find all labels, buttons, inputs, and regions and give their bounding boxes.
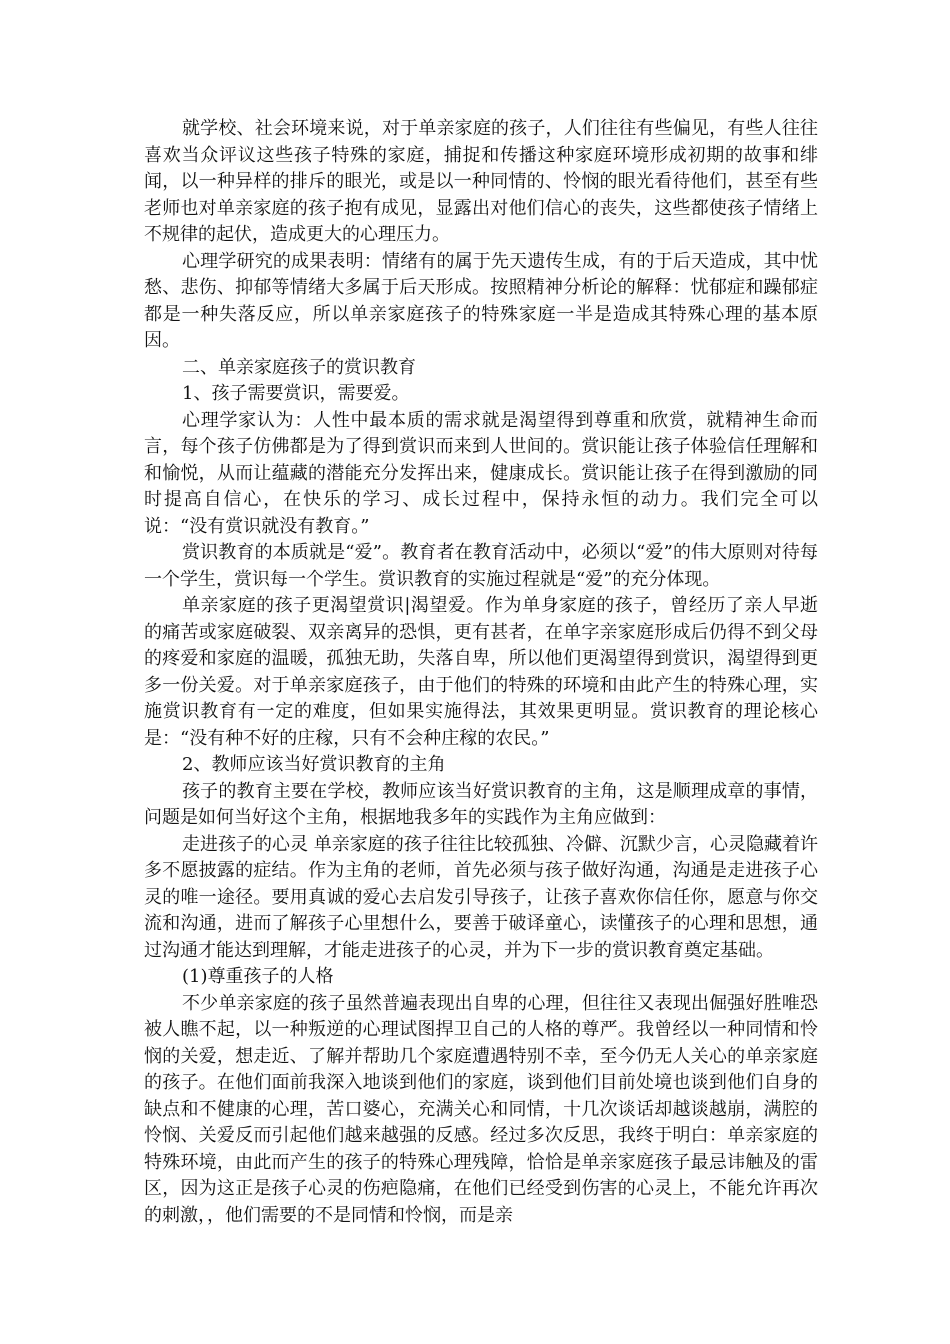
paragraph-enter-child-heart: 走进孩子的心灵 单亲家庭的孩子往往比较孤独、冷僻、沉默少言，心灵隐藏着许多不愿披露的症结。作为主角的老师，首先必须与孩子做好沟通，沟通是走进孩子心灵的唯一途径。要用真诚的爱心去启发引导孩子，让孩子喜欢你信任你，愿意与你交流和沟通，进而了解孩子心里想什么，要善于破译童心，读懂孩子的心理和思想，通过沟通才能达到理解，才能走进孩子的心灵，并为下一步的赏识教育奠定基础。 [144,833,818,961]
subheading-respect-personality: (1)尊重孩子的人格 [182,966,334,987]
subheading-teachers-lead-role: 2、教师应该当好赏识教育的主角 [182,754,446,775]
paragraph-essence-is-love: 赏识教育的本质就是“爱”。教育者在教育活动中，必须以“爱”的伟大原则对待每一个学生，赏识每一个学生。赏识教育的实施过程就是“爱”的充分体现。 [144,542,818,590]
paragraph-school-environment: 就学校、社会环境来说，对于单亲家庭的孩子，人们往往有些偏见，有些人往往喜欢当众评议这些孩子特殊的家庭，捕捉和传播这种家庭环境形成初期的故事和绯闻，以一种异样的排斥的眼光，或是以一种同情的、怜悯的眼光看待他们，甚至有些老师也对单亲家庭的孩子抱有成见，显露出对他们信心的丧失，这些都使孩子情绪上不规律的起伏，造成更大的心理压力。 [144,118,818,245]
paragraph-psychology-research: 心理学研究的成果表明：情绪有的属于先天遗传生成，有的于后天造成，其中忧愁、悲伤、抑郁等情绪大多属于后天形成。按照精神分析论的解释：忧郁症和躁郁症都是一种失落反应，所以单亲家庭孩子的特殊家庭一半是造成其特殊心理的基本原因。 [144,250,818,351]
paragraph-self-esteem-experience: 不少单亲家庭的孩子虽然普遍表现出自卑的心理，但往往又表现出倔强好胜唯恐被人瞧不起，以一种叛逆的心理试图捍卫自己的人格的尊严。我曾经以一种同情和怜悯的关爱，想走近、了解并帮助几个家庭遭遇特别不幸，至今仍无人关心的单亲家庭的孩子。在他们面前我深入地谈到他们的家庭，谈到他们目前处境也谈到他们自身的缺点和不健康的心理，苦口婆心，充满关心和同情，十几次谈话却越谈越崩，满腔的怜悯、关爱反而引起他们越来越强的反感。经过多次反思，我终于明白：单亲家庭的特殊环境，由此而产生的孩子的特殊心理残障，恰恰是单亲家庭孩子最忌讳触及的雷区，因为这正是孩子心灵的伤疤隐痛，在他们已经受到伤害的心灵上，不能允许再次的刺激，，他们需要的不是同情和怜悯，而是亲 [144,992,818,1226]
paragraph-education-in-school: 孩子的教育主要在学校，教师应该当好赏识教育的主角，这是顺理成章的事情，问题是如何当好这个主角，根据地我多年的实践作为主角应做到： [144,780,818,828]
subheading-children-need-appreciation: 1、孩子需要赏识，需要爱。 [182,383,410,404]
paragraph-single-parent-children-crave: 单亲家庭的孩子更渴望赏识|渴望爱。作为单身家庭的孩子，曾经历了亲人早逝的痛苦或家庭破裂、双亲离异的恐惧，更有甚者，在单字亲家庭形成后仍得不到父母的疼爱和家庭的温暖，孤独无助，失落自卑，所以他们更渴望得到赏识，渴望得到更多一份关爱。对于单亲家庭孩子，由于他们的特殊的环境和由此产生的特殊心理，实施赏识教育有一定的难度，但如果实施得法，其效果更明显。赏识教育的理论核心是：“没有种不好的庄稼，只有不会种庄稼的农民。” [144,595,818,749]
section-heading-appreciation-education: 二、单亲家庭孩子的赏识教育 [182,356,416,378]
paragraph-psychologists-view: 心理学家认为：人性中最本质的需求就是渴望得到尊重和欣赏，就精神生命而言，每个孩子仿佛都是为了得到赏识而来到人世间的。赏识能让孩子体验信任理解和和愉悦，从而让蕴藏的潜能充分发挥出来，健康成长。赏识能让孩子在得到激励的同时提高自信心，在快乐的学习、成长过程中，保持永恒的动力。我们完全可以说：“没有赏识就没有教育。” [144,409,818,537]
document-page [144,116,818,1229]
